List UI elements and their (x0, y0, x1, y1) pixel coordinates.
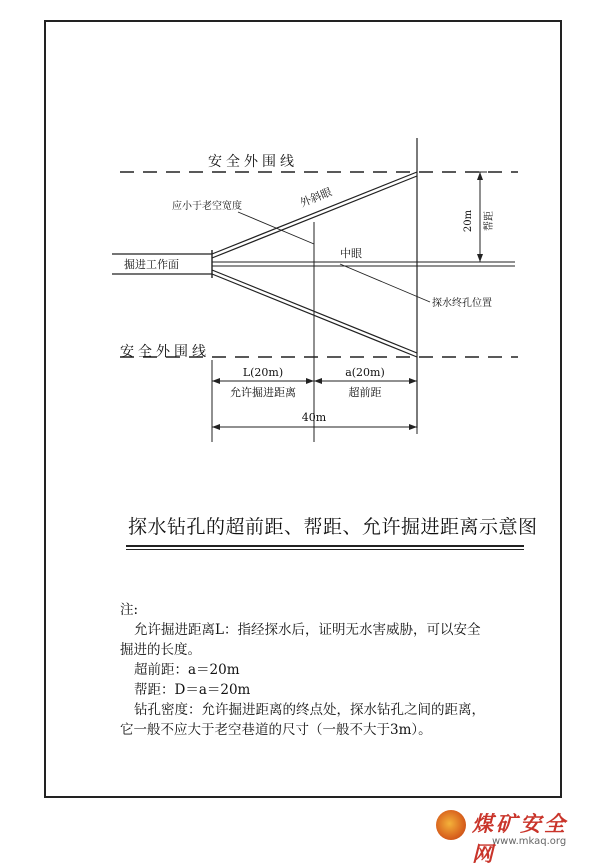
bottom-boundary-label: 安全外围线 (120, 344, 210, 360)
title-underline (126, 545, 524, 547)
watermark-logo (436, 808, 586, 866)
terminus-label: 探水终孔位置 (432, 298, 492, 309)
a-dim-name: 超前距 (348, 386, 382, 399)
logo-badge-icon (436, 810, 466, 840)
total-dim-label: 40m (301, 411, 327, 424)
notes-section (120, 600, 520, 740)
upper-hole-label: 外斜眼 (298, 185, 334, 210)
center-hole-label: 中眼 (340, 247, 362, 260)
note-line-5: 钻孔密度：允许掘进距离的终点处，探水钻孔之间的距离， (134, 702, 485, 718)
logo-text: 煤矿安全网 (472, 812, 568, 866)
note-line-6: 它一般不应大于老空巷道的尺寸（一般不大于3m）。 (120, 722, 432, 738)
side-distance-value: 20m (463, 209, 474, 233)
notes-heading: 注: (120, 602, 139, 618)
title-underline-thin (126, 549, 524, 550)
top-boundary-label: 安全外围线 (208, 154, 298, 170)
l-dim-value: L(20m) (242, 366, 284, 379)
side-distance-name: 帮距 (484, 211, 495, 231)
note-line-4: 帮距：D＝a＝20m (134, 682, 251, 698)
face-label: 掘进工作面 (124, 258, 179, 271)
note-line-3: 超前距：a＝20m (134, 662, 240, 678)
logo-url: www.mkaq.org (492, 836, 567, 847)
lt-label: 应小于老空宽度 (172, 201, 242, 212)
note-line-1: 允许掘进距离L：指经探水后，证明无水害威胁，可以安全 (134, 622, 481, 638)
l-dim-name: 允许掘进距离 (230, 386, 296, 399)
figure-title: 探水钻孔的超前距、帮距、允许掘进距离示意图 (128, 516, 538, 538)
a-dim-value: a(20m) (345, 366, 385, 379)
note-line-2: 掘进的长度。 (120, 642, 201, 658)
